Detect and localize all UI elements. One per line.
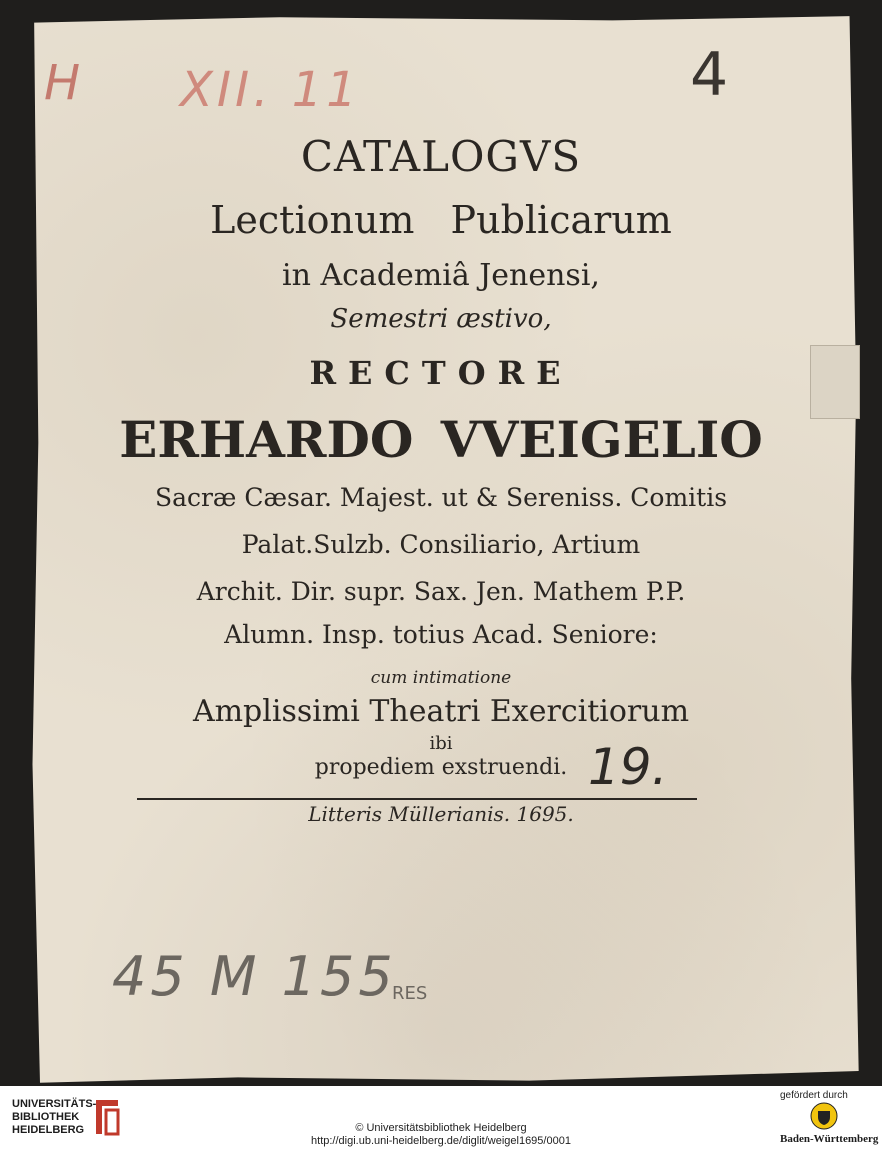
- text-line-palat: Palat.Sulzb. Consiliario, Artium: [241, 530, 641, 559]
- pencil-res: RES: [392, 983, 428, 1004]
- text-line-archit: Archit. Dir. supr. Sax. Jen. Mathem P.P.: [196, 577, 686, 606]
- handwritten-number-top: 4: [690, 40, 729, 110]
- title-semestri: Semestri æstivo,: [330, 304, 552, 334]
- handwritten-number-19: 19.: [588, 738, 668, 796]
- footer-bar: [0, 1086, 882, 1149]
- baden-wuerttemberg-emblem-icon: [810, 1102, 838, 1134]
- title-catalogus: CATALOGVS: [300, 132, 582, 181]
- text-line-sacrae: Sacræ Cæsar. Majest. ut & Sereniss. Comitis: [154, 483, 728, 512]
- copyright-text: © Universitätsbibliothek Heidelberg: [355, 1122, 527, 1134]
- text-line-ibi: ibi: [429, 733, 453, 754]
- red-handwritten-mark: H: [44, 55, 83, 111]
- funder-name: Baden-Württemberg: [780, 1133, 879, 1145]
- text-line-intimatione: cum intimatione: [370, 668, 512, 688]
- title-weigelio: ERHARDO VVEIGELIO: [119, 410, 763, 469]
- horizontal-rule: [137, 798, 697, 800]
- title-lectionum: Lectionum Publicarum: [210, 198, 672, 242]
- library-name-line-2: BIBLIOTHEK: [12, 1111, 80, 1123]
- imprint-line: Litteris Müllerianis. 1695.: [308, 802, 574, 826]
- text-line-propediem: propediem exstruendi.: [314, 755, 568, 780]
- library-name-line-1: UNIVERSITÄTS-: [12, 1098, 97, 1110]
- funded-by-label: gefördert durch: [780, 1090, 848, 1101]
- red-shelfmark: XII. 11: [180, 62, 361, 118]
- library-name-line-3: HEIDELBERG: [12, 1124, 85, 1136]
- text-line-alumn: Alumn. Insp. totius Acad. Seniore:: [224, 620, 658, 649]
- title-academia: in Academiâ Jenensi,: [282, 258, 600, 293]
- source-url-link[interactable]: http://digi.ub.uni-heidelberg.de/diglit/weigel1695/0001: [311, 1135, 571, 1147]
- title-rectore: RECTORE: [309, 354, 573, 392]
- text-line-amplissimi: Amplissimi Theatri Exercitiorum: [192, 694, 690, 729]
- pencil-shelfmark: 45 M 155: [112, 945, 397, 1008]
